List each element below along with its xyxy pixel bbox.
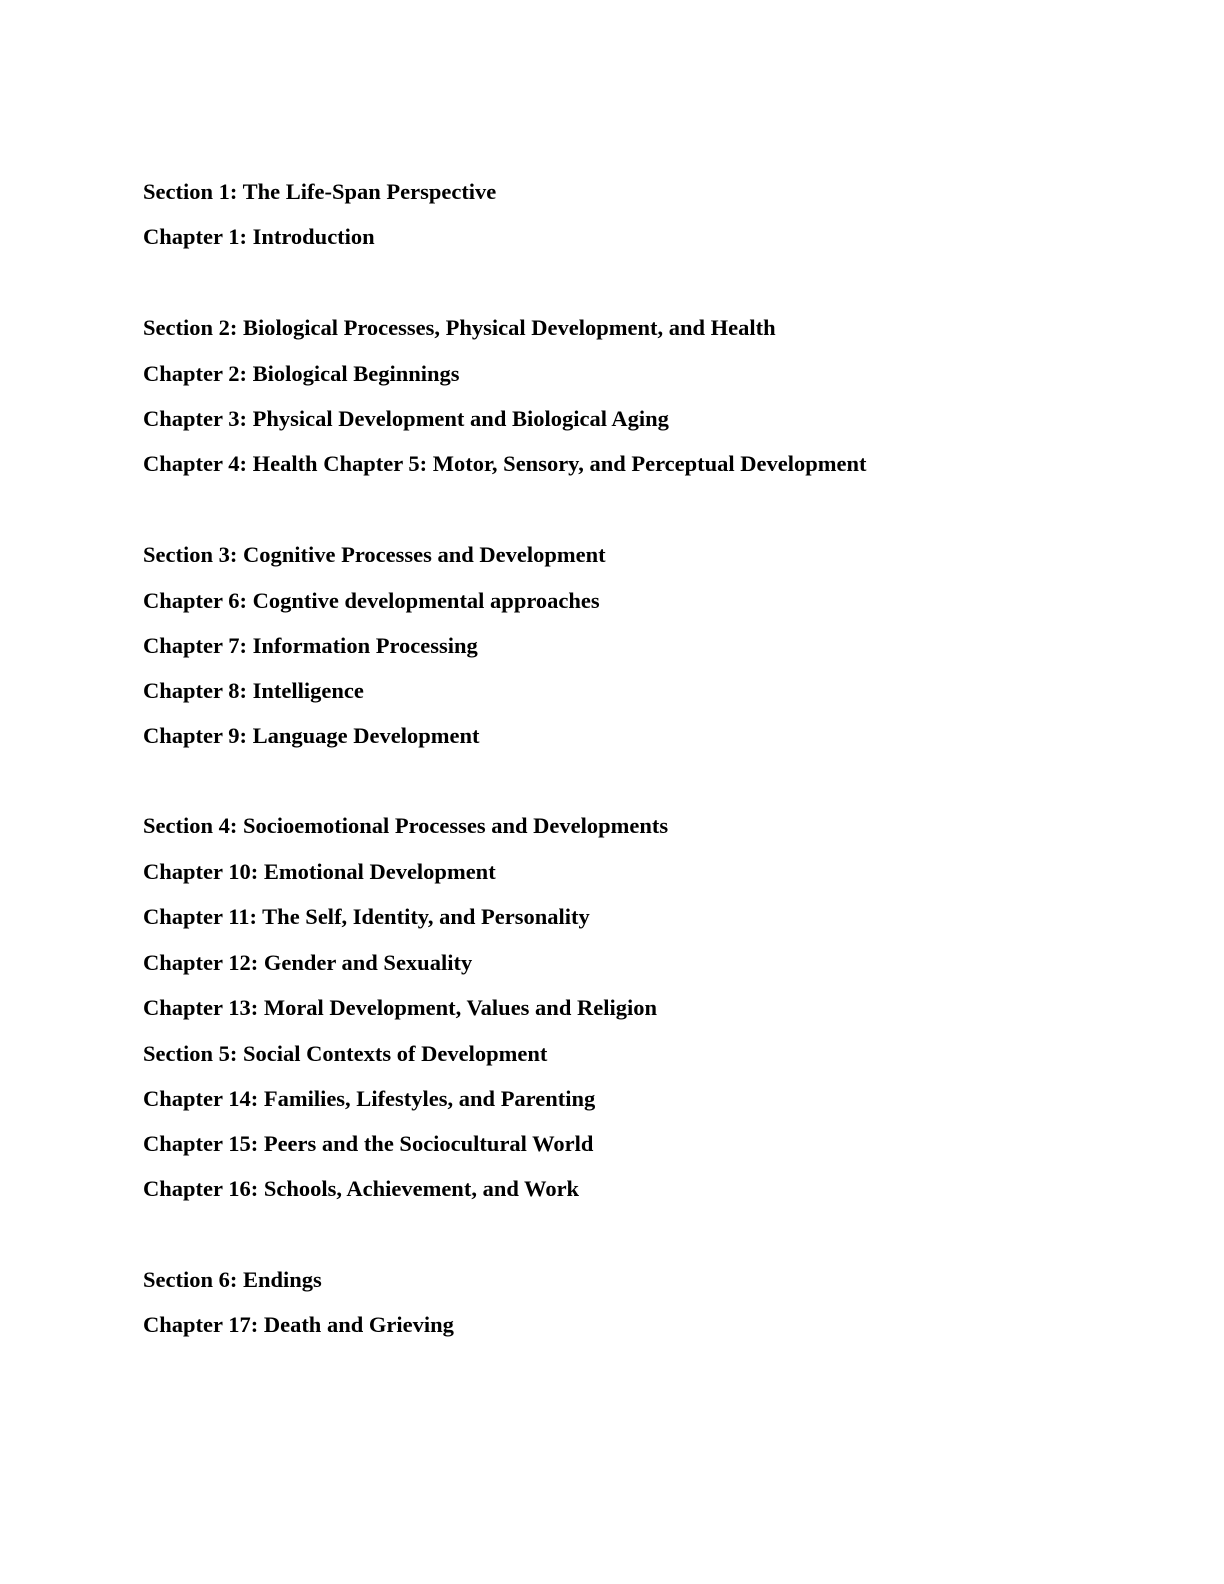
chapter-entry: Chapter 2: Biological Beginnings xyxy=(143,361,460,386)
chapter-entry: Chapter 3: Physical Development and Biological Aging xyxy=(143,406,669,431)
chapter-entry: Chapter 15: Peers and the Sociocultural World xyxy=(143,1131,594,1156)
section-heading: Section 4: Socioemotional Processes and Developments xyxy=(143,813,669,838)
chapter-entry: Chapter 13: Moral Development, Values and Religion xyxy=(143,995,657,1020)
chapter-entry: Chapter 16: Schools, Achievement, and Work xyxy=(143,1176,580,1201)
section-heading: Section 2: Biological Processes, Physical Development, and Health xyxy=(143,315,776,340)
chapter-entry: Chapter 8: Intelligence xyxy=(143,678,364,703)
chapter-entry: Chapter 10: Emotional Development xyxy=(143,859,496,884)
chapter-entry: Chapter 4: Health Chapter 5: Motor, Sensory, and Perceptual Development xyxy=(143,451,867,476)
chapter-entry: Chapter 12: Gender and Sexuality xyxy=(143,950,473,975)
chapter-entry: Chapter 7: Information Processing xyxy=(143,633,478,658)
chapter-entry: Chapter 1: Introduction xyxy=(143,224,375,249)
chapter-entry: Chapter 14: Families, Lifestyles, and Parenting xyxy=(143,1086,596,1111)
section-heading: Section 3: Cognitive Processes and Development xyxy=(143,542,606,567)
table-of-contents xyxy=(143,0,1143,1584)
chapter-entry: Chapter 11: The Self, Identity, and Personality xyxy=(143,904,590,929)
chapter-entry: Chapter 17: Death and Grieving xyxy=(143,1312,454,1337)
section-heading: Section 5: Social Contexts of Development xyxy=(143,1041,548,1066)
chapter-entry: Chapter 6: Cogntive developmental approaches xyxy=(143,588,600,613)
section-heading: Section 6: Endings xyxy=(143,1267,322,1292)
chapter-entry: Chapter 9: Language Development xyxy=(143,723,480,748)
section-heading: Section 1: The Life-Span Perspective xyxy=(143,179,497,204)
